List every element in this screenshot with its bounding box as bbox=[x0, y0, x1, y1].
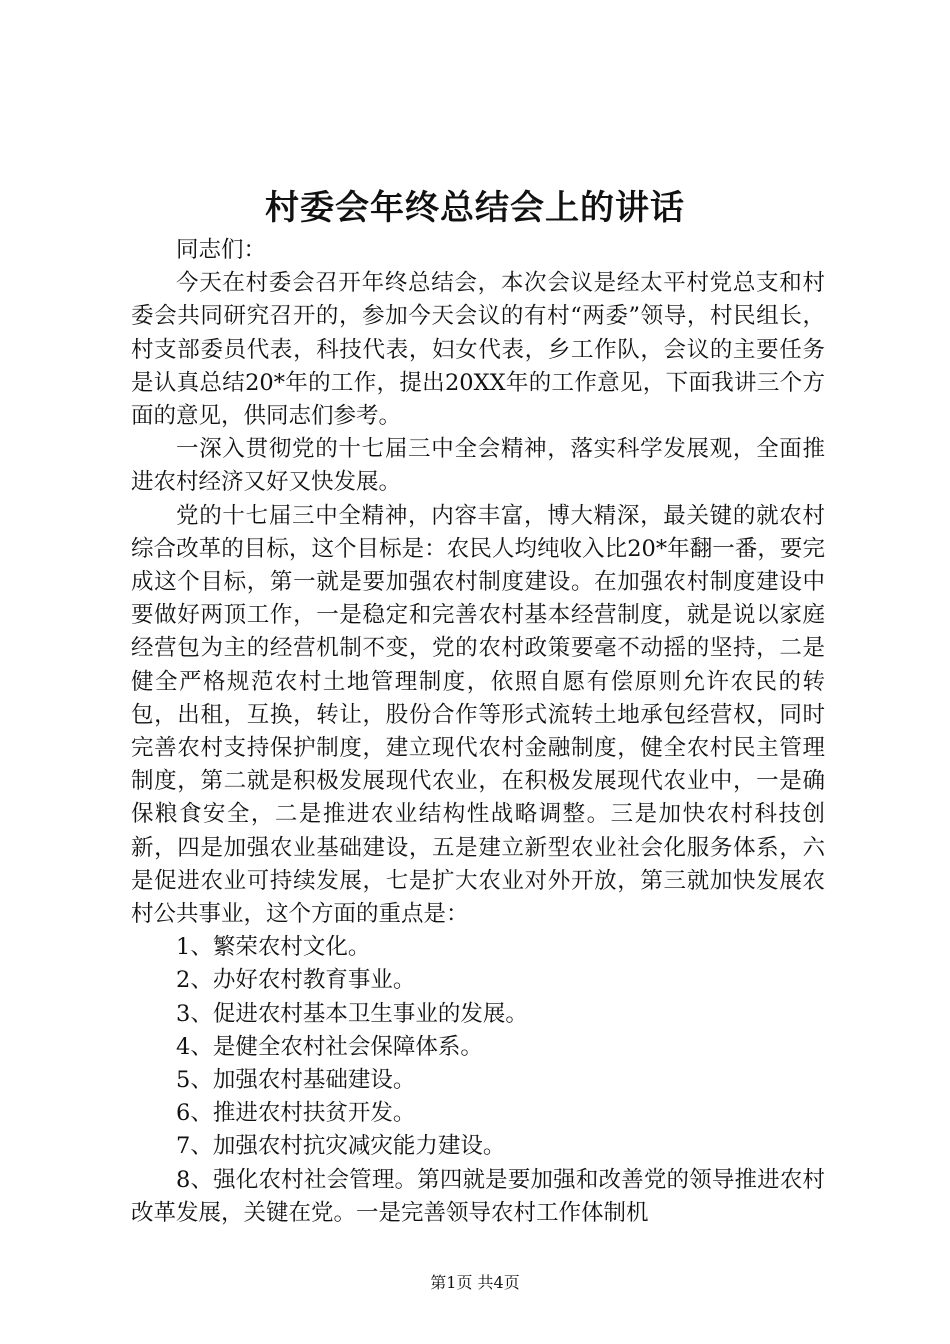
list-item: 1、繁荣农村文化。 bbox=[176, 934, 371, 961]
list-item: 4、是健全农村社会保障体系。 bbox=[176, 1033, 483, 1060]
list-item: 2、办好农村教育事业。 bbox=[176, 967, 416, 994]
list-item: 3、促进农村基本卫生事业的发展。 bbox=[176, 1000, 528, 1027]
list-item: 7、加强农村抗灾减灾能力建设。 bbox=[176, 1133, 506, 1160]
paragraph-main: 党的十七届三中全精神，内容丰富，博大精深，最关键的就农村综合改革的目标，这个目标是：农民人均纯收入比20*年翻一番，要完成这个目标，第一就是要加强农村制度建设。在加强农村制度建设中要做好两顶工作，一是稳定和完善农村基本经营制度，就是说以家庭经营包为主的经营机制不变，党的农村政策要毫不动摇的坚持，二是健全严格规范农村土地管理制度，依照自愿有偿原则允许农民的转包，出租，互换，转让，股份合作等形式流转土地承包经营权，同时完善农村支持保护制度，建立现代农村金融制度，健全农村民主管理制度，第二就是积极发展现代农业，在积极发展现代农业中，一是确保粮食安全，二是推进农业结构性战略调整。三是加快农村科技创新，四是加强农业基础建设，五是建立新型农业社会化服务体系，六是促进农业可持续发展，七是扩大农业对外开放，第三就加快发展农村公共事业，这个方面的重点是： bbox=[131, 502, 825, 928]
salutation: 同志们： bbox=[176, 237, 267, 263]
list-item: 5、加强农村基础建设。 bbox=[176, 1067, 416, 1094]
list-item: 8、强化农村社会管理。第四就是要加强和改善党的领导推进农村改革发展，关键在党。一是完善领导农村工作体制机 bbox=[131, 1166, 825, 1226]
list-item: 6、推进农村扶贫开发。 bbox=[176, 1100, 416, 1127]
paragraph-heading-one: 一深入贯彻党的十七届三中全会精神，落实科学发展观，全面推进农村经济又好又快发展。 bbox=[131, 436, 825, 496]
document-title: 村委会年终总结会上的讲话 bbox=[265, 188, 685, 228]
paragraph-intro: 今天在村委会召开年终总结会，本次会议是经太平村党总支和村委会共同研究召开的，参加今天会议的有村“两委”领导，村民组长，村支部委员代表，科技代表，妇女代表，乡工作队，会议的主要任务是认真总结20*年的工作，提出20XX年的工作意见，下面我讲三个方面的意见，供同志们参考。 bbox=[131, 270, 825, 430]
page-number-footer: 第1页 共4页 bbox=[430, 1273, 520, 1292]
document-body bbox=[131, 234, 825, 1230]
